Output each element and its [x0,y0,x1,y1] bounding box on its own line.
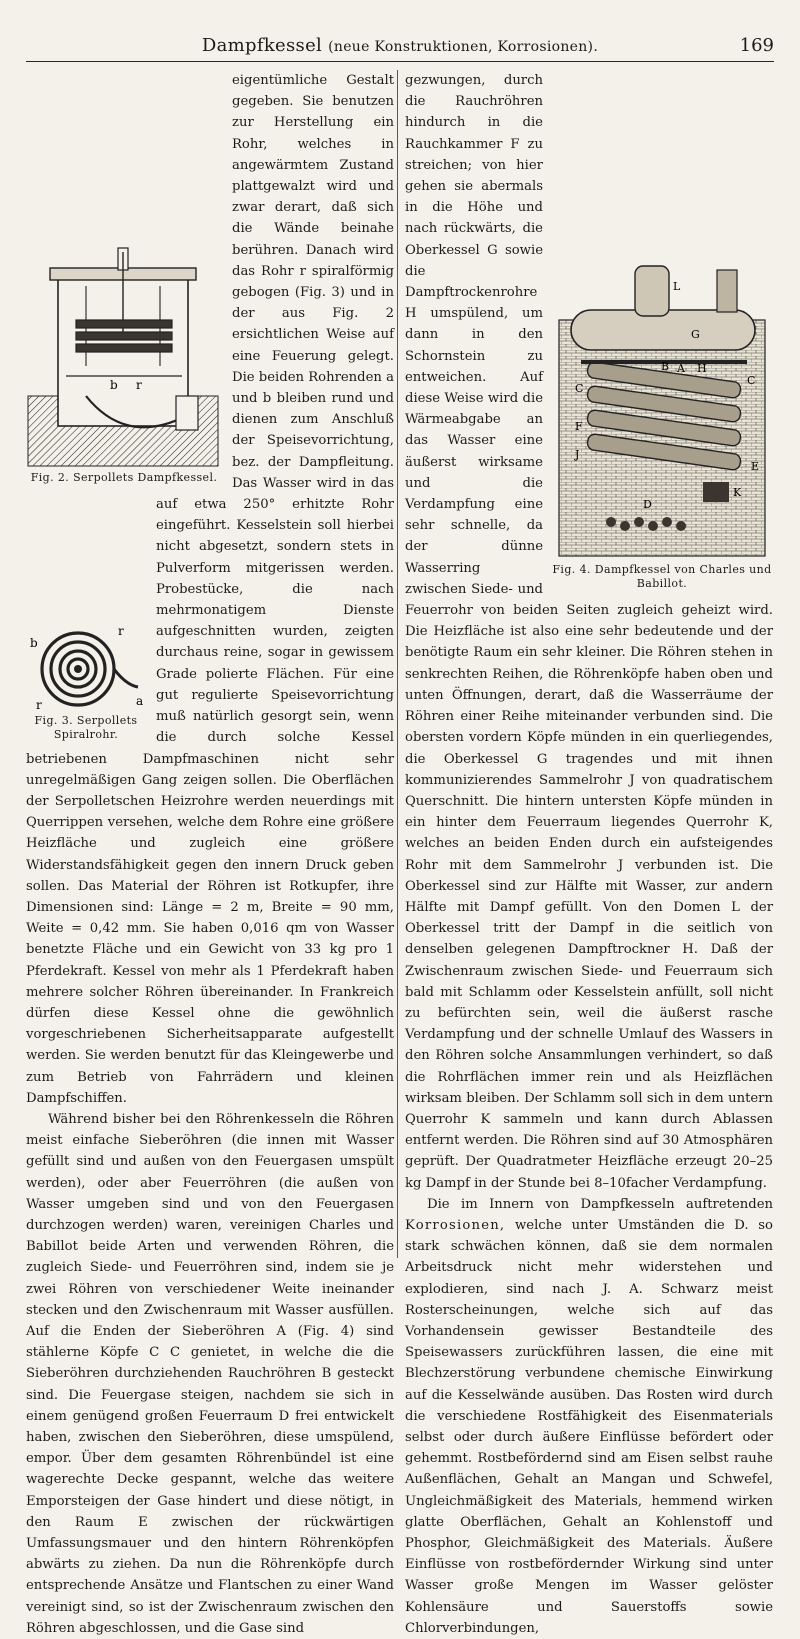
figure-3 [26,625,146,742]
figure-3-caption: Fig. 3. Serpollets Spiralrohr. [34,714,138,741]
figure-2-caption: Fig. 2. Serpollets Dampfkessel. [30,471,218,484]
header-title [26,35,774,56]
fig4-label-L: L [673,280,681,293]
spiral-tube-drawing [26,625,146,711]
fig4-label-D: D [643,498,652,511]
fig4-label-J: J [575,448,580,461]
fig4-label-A: A [677,362,685,375]
fig3-label-r-top: r [118,625,124,638]
left-paragraph-2: Während bisher bei den Röhrenkesseln die Röhren meist einfache Sieberöhren (die innen mit Wasser gefüllt sind und außen von den Feuergasen umspült werden), oder aber Feuerröhren (die außen von Wasser umgeben sind und von den Feuergasen durchzogen werden) waren, vereinigen Charles und Babillot beide Arten und verwenden Röhren, die zugleich Siede- und Feuerröhren sind, indem sie je zwei Röhren von verschiedener Weite ineinander stecken und den Zwischenraum mit Wasser ausfüllen. Auf die Enden der Sieberöhren A (Fig. 4) sind stählerne Köpfe C C genietet, in welche die die Sieberöhren durchziehenden Rauchröhren B gesteckt sind. Die Feuergase steigen, nachdem sie sich in einem genügend großen Feuerraum D frei entwickelt haben, zwischen den Sieberöhren, diese umspülend, empor. Über dem gesamten Röhrenbündel ist eine wagerechte Decke gespannt, welche das weitere Emporsteigen der Gase hindert und diese nötigt, in den Raum E zwischen der rückwärtigen Umfassungsmauer und den hintern Röhrenköpfen abwärts zu ziehen. Da nun die Röhrenköpfe durch entsprechende Ansätze und Flantschen zu einer Wand vereinigt sind, so ist der Zwischenraum zwischen den Röhren abgeschlossen, und die Gase sind [26,1111,394,1636]
fig4-label-H: H [697,362,707,375]
header-title-sub: (neue Konstruktionen, Korrosionen). [328,39,599,55]
left-paragraph-1: eigentümliche Gestalt gegeben. Sie benutzen zur Herstellung ein Rohr, welches in angewärmtem Zustand plattgewalzt wird und zwar derart, daß sich die Wände beinahe berühren. Danach wird das Rohr r spiralförmig gebogen (Fig. 3) und in der aus Fig. 2 ersichtlichen Weise auf eine Feuerung gelegt. Die beiden Rohrenden a und b bleiben rund und dienen zum Anschluß der Speisevorrichtung, bez. der Dampfleitung. Das Wasser wird in das auf etwa 250° erhitzte Rohr eingeführt. Kesselstein soll hierbei nicht abgesetzt, sondern stets in Pulverform mitgerissen werden. Probestücke, die nach mehrmonatigem Dienste aufgeschnitten wurden, zeigten durchaus reine, sogar in gewissem Grade polierte Flächen. Für eine gut regulierte Speisevorrichtung muß natürlich gesorgt sein, wenn die durch solche Kessel betriebenen Dampfmaschinen nicht sehr unregelmäßigen Gang zeigen sollen. Die Oberflächen der Serpolletschen Heizrohre werden neuerdings mit Querrippen versehen, welche dem Rohre eine größere Heizfläche und zugleich eine größere Widerstandsfähigkeit gegen den innern Druck geben sollen. Das Material der Röhren ist Rotkupfer, ihre Dimensionen sind: Länge = 2 m, Breite = 90 mm, Weite = 0,42 mm. Sie haben 0,016 qm von Wasser benetzte Fläche und ein Gewicht von 33 kg pro 1 Pferdekraft. Kessel von mehr als 1 Pferdekraft haben mehrere solcher Röhren übereinander. In Frankreich dürfen diese Kessel ohne die gewöhnlich vorgeschriebenen Sicherheitsapparate aufgestellt werden. Sie werden benutzt für das Kleingewerbe und zum Betrieb von Fahrrädern und kleinen Dampfschiffen. [26,73,394,1106]
running-header [26,33,774,62]
fig4-label-C-left: C [575,382,584,395]
serpollet-boiler-drawing [26,246,222,468]
fig3-label-r-bottom: r [36,698,42,711]
fig2-label-r: r [136,378,142,392]
fig4-label-E: E [751,460,760,473]
figure-4-caption: Fig. 4. Dampfkessel von Charles und Babillot. [552,563,772,590]
right-paragraph-2-rest: welche unter Umständen die D. so stark schwächen können, daß sie dem normalen Arbeitsdruck nicht mehr widerstehen und explodieren, sind nach J. A. Schwarz meist Rosterscheinungen, welche sich auf das Vorhandensein gewisser Bestandteile des Speisewassers zurückführen lassen, die eine mit Blechzerstörung verbundene chemische Einwirkung auf die Kesselwände ausüben. Das Rosten wird durch die verschiedene Rostfähigkeit des Eisenmaterials selbst oder durch äußere Einflüsse befördert oder gehemmt. Rostbefördernd sind am Eisen selbst rauhe Außenflächen, Gehalt an Mangan und Schwefel, Ungleichmäßigkeit des Materials, hemmend wirken glatte Oberflächen, Gehalt an Kohlenstoff und Phosphor, Gleichmäßigkeit des Materials. Äußere Einflüsse von rostbefördernder Wirkung sind unter Wasser große Mengen im Wasser gelöster Kohlensäure und Sauerstoffs sowie Chlorverbindungen, [405,1217,773,1636]
fig4-label-F: F [575,420,583,433]
charles-babillot-boiler-drawing [551,260,773,560]
fig4-label-G: G [691,328,700,341]
column-rule [397,70,398,1258]
right-paragraph-2 [405,1194,773,1639]
fig3-label-a: a [136,694,144,708]
fig4-label-B: B [661,360,670,373]
page-number: 169 [739,35,774,56]
fig4-label-C-right: C [747,374,756,387]
fig4-label-K: K [733,486,742,499]
term-korrosionen: Korrosionen, [405,1217,506,1233]
figure-2 [26,246,222,485]
left-column [26,70,394,1636]
fig3-label-b: b [30,636,38,650]
right-paragraph-1: gezwungen, durch die Rauchröhren hindurch in die Rauchkammer F zu streichen; von hier gehen sie abermals in die Höhe und nach rückwärts, die Oberkessel G sowie die Dampftrockenrohre H umspülend, um dann in den Schornstein zu entweichen. Auf diese Weise wird die Wärmeabgabe an das Wasser eine äußerst wirksame und die Verdampfung eine sehr schnelle, da der dünne Wasserring zwischen Siede- und Feuerrohr von beiden Seiten zugleich geheizt wird. Die Heizfläche ist also eine sehr bedeutende und der benötigte Raum ein sehr kleiner. Die Röhren stehen in senkrechten Reihen, die Röhrenköpfe haben oben und unten Öffnungen, derart, daß die Wasserräume der Röhren einer Reihe miteinander verbunden sind. Die obersten vordern Köpfe münden in ein querliegendes, die Oberkessel G tragendes und mit ihnen kommunizierendes Sammelrohr J von quadratischem Querschnitt. Die hintern untersten Köpfe münden in ein hinter dem Feuerraum liegendes Querrohr K, welches an beiden Enden durch ein aufsteigendes Rohr mit dem Sammelrohr J verbunden ist. Die Oberkessel sind zur Hälfte mit Wasser, zur andern Hälfte mit Dampf gefüllt. Von den Domen L der Oberkessel tritt der Dampf in die seitlich von denselben gelegenen Dampftrockner H. Daß der Zwischenraum zwischen Siede- und Feuerraum sich bald mit Schlamm oder Kesselstein anfüllt, soll nicht zu befürchten sein, weil die äußerst rasche Verdampfung und der schnelle Umlauf des Wassers in den Röhren solche Ansammlungen verhindert, so daß die Rohrflächen immer rein und als Heizflächen wirksam bleiben. Der Schlamm soll sich in dem untern Querrohr K sammeln und kann durch Ablassen entfernt werden. Die Röhren sind auf 30 Atmosphären geprüft. Der Quadratmeter Heizfläche erzeugt 20–25 kg Dampf in der Stunde bei 8–10facher Verdampfung. [405,73,773,1191]
right-paragraph-2-lead: Die im Innern von Dampfkesseln auftretenden [427,1196,773,1212]
header-title-main: Dampfkessel [201,35,323,56]
right-column [405,70,773,1636]
figure-4 [551,260,773,591]
fig2-label-b: b [110,378,118,392]
